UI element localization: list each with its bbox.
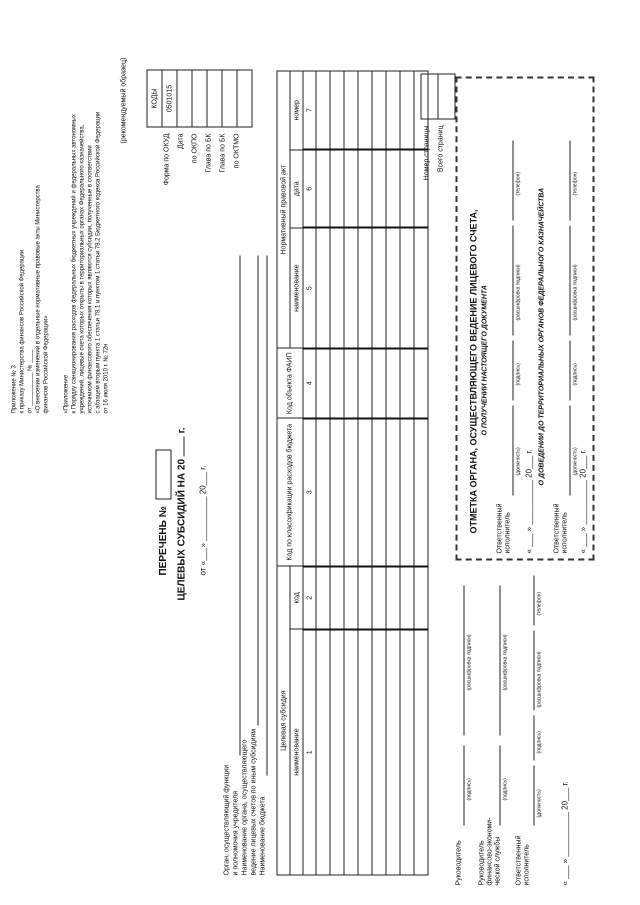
sig-finance-signature[interactable] [499, 745, 500, 825]
code-label-date: Дата [177, 133, 184, 149]
appendix-line: финансов Российской Федерации» [43, 314, 49, 413]
code-bk1[interactable] [207, 70, 222, 127]
stamp-executor2-phone[interactable] [569, 140, 570, 220]
sig-caption: (расшифровка подписи) [536, 650, 542, 707]
codes-header: КОДЫ [147, 70, 162, 127]
note-line: учреждений, лицевые счета которых открыты в территориальных органах Федерального казначейства, [79, 124, 85, 413]
col-act-date-header: дата [290, 149, 303, 227]
stamp-executor-label-2: Ответственный исполнитель [553, 503, 568, 553]
col-number: 5 [303, 227, 316, 347]
table-row[interactable] [316, 71, 330, 875]
col-number: 4 [303, 348, 316, 418]
sig-caption: (должность) [536, 788, 542, 817]
code-date[interactable] [177, 70, 192, 127]
code-bk2[interactable] [222, 70, 237, 127]
stamp-executor2-signature[interactable] [569, 340, 570, 400]
col-name-header: наименование [290, 629, 303, 875]
sig-caption: (подпись) [502, 777, 508, 800]
sig-executor-label: Ответственный исполнитель [515, 835, 530, 885]
organization-block [222, 728, 267, 875]
recommended-sample: (рекомендуемый образец) [120, 57, 127, 143]
sig-caption: (расшифровка подписи) [502, 633, 508, 690]
sig-caption: (телефон) [536, 591, 542, 615]
org-account-line1: Наименование органа, осуществляющего [241, 739, 248, 875]
title-line2-wrap [176, 427, 187, 600]
stamp-executor-phone[interactable] [512, 140, 513, 220]
sig-finance-label: Руководитель финансово-экономи- ческой службы [478, 816, 501, 885]
sig-executor-position[interactable] [533, 765, 534, 825]
table-row[interactable] [358, 71, 372, 875]
code-label-bk2: Глава по БК [219, 133, 226, 173]
col-code-header: код [290, 566, 303, 629]
note-line: от 16 июля 2010 г. № 72н [103, 343, 109, 413]
pages-table [420, 73, 455, 119]
appendix-line: «О внесении изменений в отдельные нормативные правовые акты Министерства [35, 184, 41, 413]
sig-head-label: Руководитель [455, 839, 462, 885]
stamp-date2: « ___ » __________ 20___ г. [578, 448, 587, 553]
total-pages-field[interactable] [438, 74, 455, 119]
sig-caption: (расшифровка подписи) [515, 263, 521, 320]
table-row[interactable] [372, 71, 386, 875]
title-line2: ЦЕЛЕВЫХ СУБСИДИЙ НА 20 [176, 458, 187, 600]
page-number-label: Номер страницы [423, 125, 430, 180]
document-number-box[interactable] [155, 449, 171, 499]
table-row[interactable] [386, 71, 400, 875]
org-budget-field[interactable] [266, 255, 267, 775]
sig-head-signature[interactable] [463, 745, 464, 825]
total-pages-label: Всего страниц [437, 125, 444, 172]
sig-executor-signature[interactable] [533, 715, 534, 760]
group-subsidy-header: Целевая субсидия [277, 566, 290, 875]
code-label-oktmo: по ОКТМО [233, 133, 240, 168]
title-line1: ПЕРЕЧЕНЬ № [157, 505, 169, 575]
table-row[interactable] [400, 71, 414, 875]
title-year-suffix: г. [176, 426, 187, 433]
sig-caption: (телефон) [572, 171, 578, 195]
note-block [62, 111, 110, 413]
stamp-date1: « ___ » __________ 20___ г. [524, 448, 533, 553]
col-classification-header: Код по классификации расходов бюджета [277, 418, 303, 566]
sig-caption: (подпись) [466, 777, 472, 800]
appendix-line: к приказу Министерства финансов Российской Федерации [19, 249, 25, 413]
col-act-number-header: номер [290, 71, 303, 150]
org-account-field[interactable] [257, 255, 258, 725]
code-label-okpo: по ОКПО [191, 133, 198, 163]
sig-caption: (расшифровка подписи) [572, 263, 578, 320]
sig-executor-phone[interactable] [533, 575, 534, 625]
code-oktmo[interactable] [237, 70, 252, 127]
pages-labels [420, 125, 448, 205]
sig-caption: (расшифровка подписи) [466, 633, 472, 690]
stamp-title2: О ПОЛУЧЕНИИ НАСТОЯЩЕГО ДОКУМЕНТА [481, 284, 488, 435]
sig-date: « ___ » __________ 20___ г. [560, 780, 569, 885]
org-account-line2: ведение лицевых счетов по иным субсидиям [250, 728, 257, 875]
col-act-name-header: наименование [290, 227, 303, 347]
col-faip-header: Код объекта ФАИП [277, 348, 303, 418]
col-number: 7 [303, 71, 316, 150]
sig-caption: (телефон) [515, 171, 521, 195]
stamp-executor-position[interactable] [512, 405, 513, 495]
sig-finance-decoding[interactable] [499, 585, 500, 735]
appendix-line: от __________ № ____ [27, 348, 33, 413]
note-line: источником финансового обеспечения которых являются субсидии, полученные в соответствии [87, 144, 93, 413]
appendix-line: Приложение № 3 [11, 364, 17, 413]
org-founder-field[interactable] [239, 255, 240, 755]
col-number: 1 [303, 629, 316, 875]
note-line: к Порядку санкционирования расходов федеральных бюджетных учреждений и федеральных автономных [71, 113, 77, 413]
code-okpo[interactable] [192, 70, 207, 127]
title-date: от «___» __________ 20___ г. [198, 465, 207, 575]
sig-executor-decoding[interactable] [533, 630, 534, 710]
table-row[interactable] [344, 71, 358, 875]
sig-caption: (подпись) [515, 362, 521, 385]
page-title [155, 449, 171, 575]
code-okud[interactable]: 0501015 [162, 70, 177, 127]
org-founder-line2: и полномочия учредителя [232, 790, 239, 875]
col-number: 6 [303, 149, 316, 227]
code-label-bk1: Глава по БК [205, 133, 212, 173]
codes-labels [146, 133, 244, 243]
col-number: 2 [303, 566, 316, 629]
stamp-title3: О ДОВЕДЕНИИ ДО ТЕРРИТОРИАЛЬНЫХ ОРГАНОВ ФЕДЕРАЛЬНОГО КАЗНАЧЕЙСТВА [538, 187, 545, 485]
note-line: «Приложение [63, 374, 69, 413]
stamp-executor-decoding[interactable] [512, 225, 513, 335]
org-budget: Наименование бюджета [259, 795, 266, 875]
stamp-executor2-decoding[interactable] [569, 225, 570, 335]
note-line: с абзацем вторым пункта 1 статьи 78.1 и пунктом 1 статьи 78.2 Бюджетного кодекса Российской Федерации [95, 111, 101, 413]
sig-caption: (подпись) [572, 362, 578, 385]
subsidies-table [276, 70, 428, 875]
stamp-title1: ОТМЕТКА ОРГАНА, ОСУЩЕСТВЛЯЮЩЕГО ВЕДЕНИЕ ЛИЦЕВОГО СЧЕТА, [468, 209, 478, 533]
page-number-field[interactable] [421, 74, 438, 119]
group-act-header: Нормативный правовой акт [277, 71, 290, 348]
stamp-executor2-position[interactable] [569, 405, 570, 495]
sig-caption: (должность) [515, 446, 521, 475]
sig-caption: (подпись) [536, 730, 542, 753]
sig-head-decoding[interactable] [463, 585, 464, 735]
codes-table [146, 69, 252, 127]
stamp-executor-label: Ответственный исполнитель [496, 503, 511, 553]
org-founder-line1: Орган, осуществляющий функции [223, 764, 230, 875]
appendix-block [10, 185, 50, 413]
table-row[interactable] [330, 71, 344, 875]
code-label-okud: Форма по ОКУД [163, 133, 170, 185]
stamp-executor-signature[interactable] [512, 340, 513, 400]
sig-caption: (должность) [572, 446, 578, 475]
col-number: 3 [303, 418, 316, 566]
